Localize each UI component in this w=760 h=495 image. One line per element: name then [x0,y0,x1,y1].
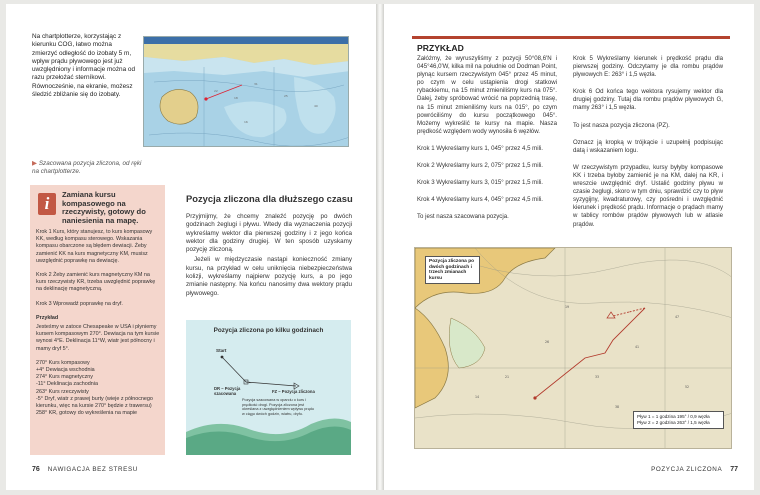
section-paragraph-2: Jeżeli w międzyczasie nastąpi konieczność zmiany kursu, na przykład w celu uniknięcia niebezpieczeństwa kolizji, wykreślamy najpierw pozycję kurs, a po jego zmianie następny. Na końcu nanosimy dwa wektory prądu pływowego. [186,256,352,297]
info-krok2: Krok 2 Żeby zamienić kurs magnetyczny KM na kurs rzeczywisty KR, trzeba uwzględnić poprawkę na deklinację magnetyczną. [36,272,156,293]
map-caption [32,160,144,176]
info-przyklad-head: Przykład [36,314,59,321]
svg-text:16: 16 [244,120,248,124]
dr-diagram [186,320,351,455]
example-column-2 [573,55,723,238]
calc-line: 270° Kurs kompasowy [36,359,90,366]
calc-line: 258° KR, gotowy do wykreślenia na mapie [36,410,138,417]
diagram-start-label: Start [216,348,227,353]
page-number-right: 77 [730,466,738,473]
calc-line: 263° Kurs rzeczywisty [36,388,89,395]
diagram-fz-label: FZ – Pozycja zliczona [272,389,315,394]
legend-tide-1: Pływ 1 = 1 godzina 195° / 0,9 węzła [637,414,710,419]
calc-line: -11° Deklinacja zachodnia [36,381,98,388]
example-title: PRZYKŁAD [417,43,464,53]
chart-legend [633,411,724,429]
chartplotter-screenshot [143,36,349,147]
info-przyklad: Jesteśmy w zatoce Chesapeake w USA i płyniemy kursem kompasowym 270°. Dewiacja na tym kursie wynosi 4°E. Deklinacja 11°W, wiatr jest północny i mamy dryf 5°. [36,324,160,352]
svg-text:26: 26 [545,340,550,344]
example-reality: W rzeczywistym przypadku, kursy byłyby kompasowe KK i trzeba byłoby zamienić je na KM, dalej na KR, i wreszcie uwzględnić dryf. Ustalić godziny pływu w czasie żeglugi, skoro w tym dniu, sprawdzić czy to pływ syzygijny, kwadraturowy, czy pośredni i uwzględnić kierunek i prędkość prądu. Informacje o prądach mamy w tablicy rombów prądów pływowych lub w atlasie prądów. [573,163,723,228]
example-step-2: Krok 2 Wykreślamy kurs 2, 075° przez 1,5 mili. [417,162,543,170]
section-heading: Pozycja zliczona dla dłuższego czasu [186,193,353,204]
triangle-marker-icon: ▶ [32,160,37,167]
svg-text:21: 21 [505,375,510,379]
example-krok5: Krok 5 Wykreślamy kierunek i prędkość prądu dla pierwszej godziny. Odczytamy je dla rombu prądów pływowych E: 263° i 1,5 węzła. [573,55,723,79]
example-mark: Oznacz ją kropką w trójkącie i uzupełnij podpisując datą i wskazaniem logu. [573,138,723,154]
diagram-note: Pozycja szacowana w oparciu o kurs i prędkość drogi. Pozycja zliczona jest określana z uwzględnieniem wpływu prądu w ciągu dwóch godzin, wiatru, dryfu. [242,398,314,416]
svg-text:47: 47 [675,315,680,319]
svg-text:14: 14 [475,395,480,399]
svg-text:38: 38 [615,405,620,409]
example-intro: Załóżmy, że wyruszyliśmy z pozycji 50°08,6'N i 045°46,0'W, kilka mil na południe od Dodman Point, płynąc kursem rzeczywistym 045° przez 45 minut, po czym w celu ustąpienia drogi statkowi rybackiemu, na 15 minut zmieniliśmy kurs na 075°. Dalej, żeby spróbować wrócić na poprzednią trasę, na 15 minut zmieniliśmy kurs na 015°, po czym powróciliśmy do kursu początkowego 045°. Możemy wykreślić te kursy na mapie. Nasza prędkość względem wody wynosiła 6 węzłów. [417,55,557,135]
svg-text:52: 52 [685,385,690,389]
page-number-left: 76 [32,466,40,473]
svg-text:18: 18 [234,96,238,100]
map-caption-text: Szacowana pozycja zliczona, od ręki na chartplotterze. [32,160,142,175]
course-line [222,357,296,386]
chart-overlay-label: Pozycja zliczona po dwóch godzinach i trzech zmianach kursu [425,256,480,284]
svg-text:33: 33 [595,375,600,379]
book-spine [376,4,384,490]
info-box-title: Zamiana kursu kompasowego na rzeczywisty, gotowy do naniesienia na mapę. [62,190,146,225]
svg-text:19: 19 [565,305,570,309]
example-pz: To jest nasza pozycja zliczona (PZ). [573,121,670,129]
calc-line: -5° Dryf, wiatr z prawej burty (wieje z północnego kierunku, więc na kursie 270° będzie z trawersu) [36,395,153,410]
diagram-dr-label: DR – Pozycja szacowana [214,386,241,396]
diagram-title: Pozycja zliczona po kilku godzinach [213,327,324,334]
calc-line: +4° Dewiacja wschodnia [36,367,95,374]
info-box-body [36,229,161,417]
running-head-left: NAWIGACJA BEZ STRESU [47,466,138,473]
legend-tide-2: Pływ 2 = 2 godzina 263° / 1,5 węzła [637,420,710,426]
right-footer [651,466,738,473]
svg-text:25: 25 [284,94,288,98]
info-i-icon: i [38,193,56,215]
svg-text:31: 31 [254,82,258,86]
example-column-1 [417,55,557,221]
left-footer [32,466,138,473]
svg-text:40: 40 [314,104,318,108]
intro-text: Na chartplotterze, korzystając z kierunku COG, łatwo można zmierzyć odległość do izobaty 5 m, wpływ prądu pływowego jest już uwzględniony i informacje można od razu przełożać sterníkowi. Równocześnie, na ekranie, możesz śledzić zbliżanie się do izobaty. [32,33,136,99]
info-krok3: Krok 3 Wprowadź poprawkę na dryf. [36,300,123,307]
example-krok6: Krok 6 Od końca tego wektora rysujemy wektor dla drugiej godziny. Tutaj dla rombu prądów pływowych G, mamy 263° i 1,5 węzła. [573,88,723,112]
example-step-1: Krok 1 Wykreślamy kurs 1, 045° przez 4,5 mili. [417,144,543,152]
section-paragraph-1: Przyjmijmy, że chcemy znaleźć pozycję po dwóch godzinach żeglugi i pływu. Wtedy dla wyznaczenia pozycji wykreślamy wektor dla pierwszej godziny i z jego końca wektor dla godziny drugiej. W ten sposób uzyskamy pozycję zliczoną. [186,213,352,254]
example-step-4: Krok 4 Wykreślamy kurs 4, 045° przez 4,5 mili. [417,196,543,204]
running-head-right: POZYCJA ZLICZONA [651,466,723,473]
calc-line: 274° Kurs magnetyczny [36,374,93,381]
svg-text:22: 22 [214,89,218,93]
svg-text:41: 41 [635,345,640,349]
example-result: To jest nasza szacowana pozycja. [417,213,509,221]
info-krok1: Krok 1 Kurs, który stanujesz, to kurs kompasowy KK, według kompasu sterowego. Wskazania kompasu obarczone są błędem dewiacji. Żeby zamienić KK na kurs magnetyczny KM, musisz uwzględnić poprawkę na dewiację. [36,229,153,264]
example-step-3: Krok 3 Wykreślamy kurs 3, 015° przez 1,5 mili. [417,179,543,187]
section-body [186,213,352,300]
info-box [30,185,165,455]
